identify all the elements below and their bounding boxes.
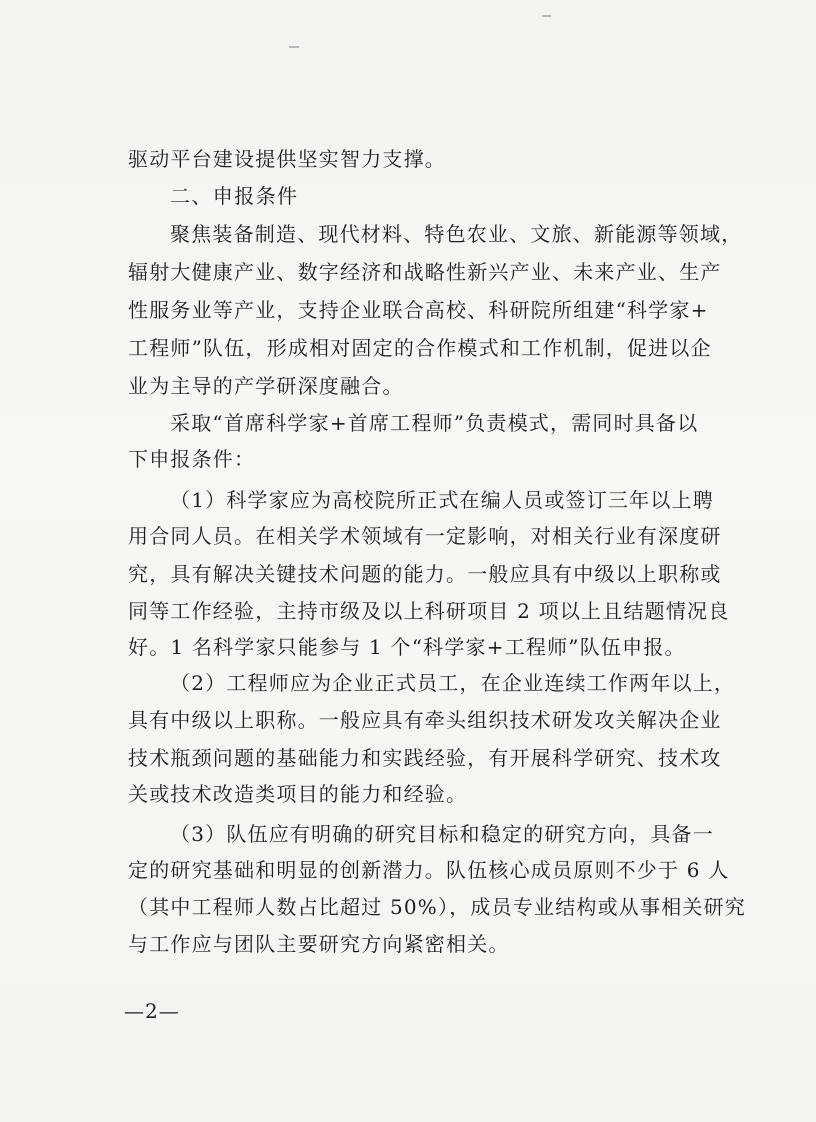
text-line-13: 同等工作经验，主持市级及以上科研项目 2 项以上且结题情况良 bbox=[128, 599, 730, 623]
scan-mark-top bbox=[289, 46, 299, 48]
text-line-16: 具有中级以上职称。一般应具有牵头组织技术研发攻关解决企业 bbox=[128, 708, 722, 732]
text-line-21: （其中工程师人数占比超过 50%），成员专业结构或从事相关研究 bbox=[128, 895, 747, 919]
text-line-8: 采取“首席科学家+首席工程师”负责模式，需同时具备以 bbox=[170, 411, 699, 435]
text-line-4: 辐射大健康产业、数字经济和战略性新兴产业、未来产业、生产 bbox=[128, 260, 722, 284]
text-line-14: 好。1 名科学家只能参与 1 个“科学家+工程师”队伍申报。 bbox=[128, 635, 686, 659]
text-line-18: 关或技术改造类项目的能力和经验。 bbox=[128, 782, 468, 806]
page-number: —2— bbox=[124, 999, 180, 1023]
text-line-19: （3）队伍应有明确的研究目标和稳定的研究方向，具备一 bbox=[170, 822, 714, 846]
text-line-17: 技术瓶颈问题的基础能力和实践经验，有开展科学研究、技术攻 bbox=[128, 746, 722, 770]
text-line-7: 业为主导的产学研深度融合。 bbox=[128, 374, 404, 398]
text-line-20: 定的研究基础和明显的创新潜力。队伍核心成员原则不少于 6 人 bbox=[128, 858, 730, 882]
text-line-22: 与工作应与团队主要研究方向紧密相关。 bbox=[128, 932, 510, 956]
section-heading: 二、申报条件 bbox=[170, 184, 299, 208]
text-line-3: 聚焦装备制造、现代材料、特色农业、文旅、新能源等领域， bbox=[170, 222, 743, 246]
text-line-9: 下申报条件： bbox=[128, 447, 256, 471]
scan-mark-top-right bbox=[542, 15, 551, 17]
text-line-5: 性服务业等产业，支持企业联合高校、科研院所组建“科学家+ bbox=[128, 298, 709, 322]
text-line-6: 工程师”队伍，形成相对固定的合作模式和工作机制，促进以企 bbox=[128, 336, 712, 360]
text-line-15: （2）工程师应为企业正式员工，在企业连续工作两年以上， bbox=[170, 671, 736, 695]
text-line-11: 用合同人员。在相关学术领域有一定影响，对相关行业有深度研 bbox=[128, 524, 722, 548]
text-line-1: 驱动平台建设提供坚实智力支撑。 bbox=[128, 147, 446, 171]
text-line-12: 究，具有解决关键技术问题的能力。一般应具有中级以上职称或 bbox=[128, 562, 722, 586]
text-line-10: （1）科学家应为高校院所正式在编人员或签订三年以上聘 bbox=[170, 488, 714, 512]
